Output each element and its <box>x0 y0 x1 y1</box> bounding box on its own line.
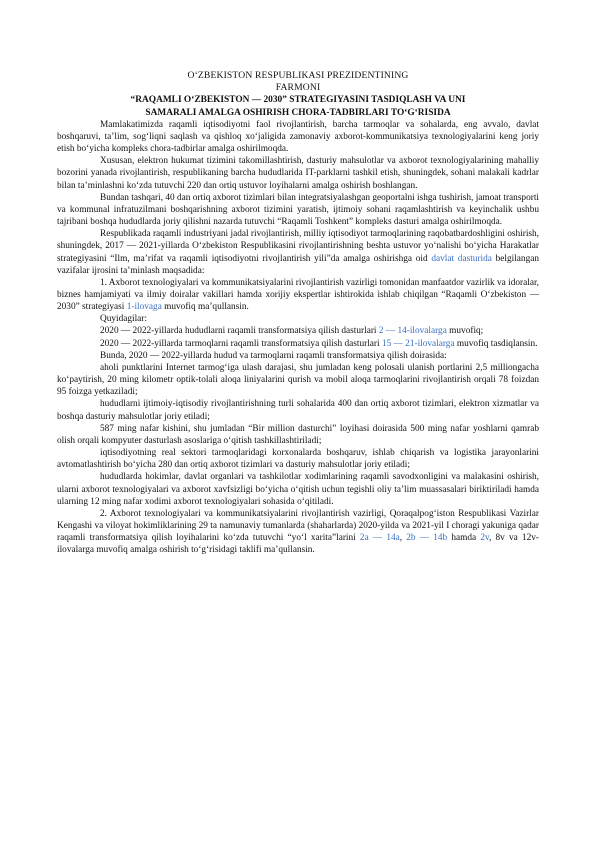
state-program-link[interactable]: davlat dasturida <box>431 253 492 264</box>
text: muvofiq tasdiqlansin. <box>454 338 538 349</box>
text: hamda <box>447 533 481 544</box>
paragraph: Xususan, elektron hukumat tizimini takomillashtirish, dasturiy mahsulotlar va axborot texnologiyalarining mahalliy bozorini yanada rivojlantirish, respublikaning barcha hududlarida IT-parklarni tashkil etish, shuningdek, sohani malakali kadrlar bilan ta’minlashni ko‘zda tutuvchi 220 dan ortiq ustuvor loyihalarni amalga oshirish boshlangan. <box>57 156 539 191</box>
annex-2v-link[interactable]: 2v <box>480 533 490 544</box>
paragraph <box>57 277 539 313</box>
text: muvofiq ma’qullansin. <box>161 302 249 313</box>
issuer-line: O‘ZBEKISTON RESPUBLIKASI PREZIDENTINING <box>187 70 409 81</box>
document-title-line-1: “RAQAMLI O‘ZBEKISTON — 2030” STRATEGIYASINI TASDIQLASH VA UNI <box>130 95 466 106</box>
paragraph <box>57 325 539 337</box>
annex-2a-14a-link[interactable]: 2a — 14a <box>359 533 400 544</box>
paragraph: hududlarda hokimlar, davlat organlari va tashkilotlar xodimlarining raqamli savodxonligini va malakasini oshirish, ularni axborot texnologiyalari va axborot xavfsizligi bo‘yicha o‘qitish uchun tegishli oliy ta’lim muassasalari biriktiriladi hamda ularning 12 ming nafar xodimi axborot texnologiyalari sohasida o‘qitiladi. <box>57 472 539 507</box>
paragraph: Quyidagilar: <box>100 314 147 325</box>
paragraph: Mamlakatimizda raqamli iqtisodiyotni faol rivojlantirish, barcha tarmoqlar va sohalarda, eng avvalo, davlat boshqaruvi, ta’lim, sog‘liqni saqlash va qishloq xo‘jaligida zamonaviy axborot-kommunikatsiya texnologiyalarini keng joriy etish bo‘yicha kompleks chora-tadbirlar amalga oshirilmoqda. <box>57 119 539 155</box>
paragraph: aholi punktlarini Internet tarmog‘iga ulash darajasi, shu jumladan keng polosali ulanish portlarini 2,5 milliongacha ko‘paytirish, 20 ming kilometr optik-tolali aloqa liniyalarini qurish va mobil aloqa tarmoqlarini rivojlantirish orqali 78 foizdan 95 foizga yetkaziladi; <box>57 362 539 398</box>
text: 2. Axborot texnologiyalari va kommunikatsiyalarini rivojlantirish vazirligi, Qoraqalpog‘iston Respublikasi Vazirlar Kengashi va viloyat hokimliklarining 29 ta namunaviy tumanlarda (shaharlarda) 2020-yilda va 2021-yil I choragi yakuniga qadar raqamli transformatsiya qilish loyihalarini ko‘zda tutuvchi “yo‘l xarita”larini <box>57 508 539 544</box>
text: muvofiq; <box>446 326 484 337</box>
paragraph: Bundan tashqari, 40 dan ortiq axborot tizimlari bilan integratsiyalashgan geoportalni ishga tushirish, jamoat transporti va kommunal infratuzilmani boshqarishning axborot tizimini yaratish, ijtimoiy sohani raqamlashtirish va keyinchalik ushbu tajribani boshqa hududlarda joriy qilishni nazarda tutuvchi “Raqamli Toshkent” kompleks dasturi amalga oshirilmoqda. <box>57 192 539 228</box>
annex-2b-14b-link[interactable]: 2b — 14b <box>406 533 448 544</box>
text: belgilangan vazifalar ijrosini ta’minlash maqsadida: <box>57 253 539 276</box>
paragraph: Bunda, 2020 — 2022-yillarda hudud va tarmoqlarni raqamli transformatsiya qilish doirasida: <box>100 350 447 361</box>
text: 1. Axborot texnologiyalari va kommunikatsiyalarini rivojlantirish vazirligi tomonidan manfaatdor vazirlik va idoralar, biznes hamjamiyati va ilmiy doiralar vakillari hamda xorijiy ekspertlar ishtirokida ishlab chiqilgan “Raqamli O‘zbekiston — 2030” strategiyasi <box>57 277 539 313</box>
annex-2-14-link[interactable]: 2 — 14-ilovalarga <box>378 326 447 337</box>
paragraph: hududlarni ijtimoiy-iqtisodiy rivojlantirishning turli sohalarida 400 dan ortiq axborot tizimlari, elektron xizmatlar va boshqa dasturiy mahsulotlar joriy etiladi; <box>57 399 539 422</box>
paragraph: iqtisodiyotning real sektori tarmoqlaridagi korxonalarda boshqaruv, ishlab chiqarish va logistika jarayonlarini avtomatlashtirish bo‘yicha 280 dan ortiq axborot tizimlari va dasturiy mahsulotlar joriy etiladi; <box>57 448 539 471</box>
paragraph <box>57 338 539 350</box>
decree-document <box>57 70 539 556</box>
document-type: FARMONI <box>275 82 321 94</box>
annex-15-21-link[interactable]: 15 — 21-ilovalarga <box>381 338 455 349</box>
annex-1-link[interactable]: 1-ilovaga <box>126 302 162 313</box>
text: , 8v va 12v-ilovalarga muvofiq amalga oshirish to‘g‘risidagi taklifi ma’qullansin. <box>57 533 539 556</box>
text: 2020 — 2022-yillarda hududlarni raqamli transformatsiya qilish dasturlari <box>100 326 379 337</box>
paragraph <box>57 508 539 557</box>
paragraph: 587 ming nafar kishini, shu jumladan “Bir million dasturchi” loyihasi doirasida 500 ming nafar yoshlarni qamrab olish orqali kompyuter dasturlash asoslariga o‘qitish tashkillashtiriladi; <box>57 423 539 446</box>
document-title-line-2: SAMARALI AMALGA OSHIRISH CHORA-TADBIRLARI TO‘G‘RISIDA <box>145 107 451 118</box>
text: 2020 — 2022-yillarda tarmoqlarni raqamli transformatsiya qilish dasturlari <box>100 338 382 349</box>
document-header <box>57 70 539 119</box>
text: Respublikada raqamli industriyani jadal rivojlantirish, milliy iqtisodiyot tarmoqlarining raqobatbardoshligini oshirish, shuningdek, 2017 — 2021-yillarda O‘zbekiston Respublikasini rivojlantirishning beshta ustuvor yo‘nalishi bo‘yicha Harakatlar strategiyasini “Ilm, ma’rifat va raqamli iqtisodiyotni rivojlantirish yili”da amalga oshirishga oid <box>57 229 539 264</box>
paragraph <box>57 228 539 277</box>
text: , <box>399 533 407 544</box>
